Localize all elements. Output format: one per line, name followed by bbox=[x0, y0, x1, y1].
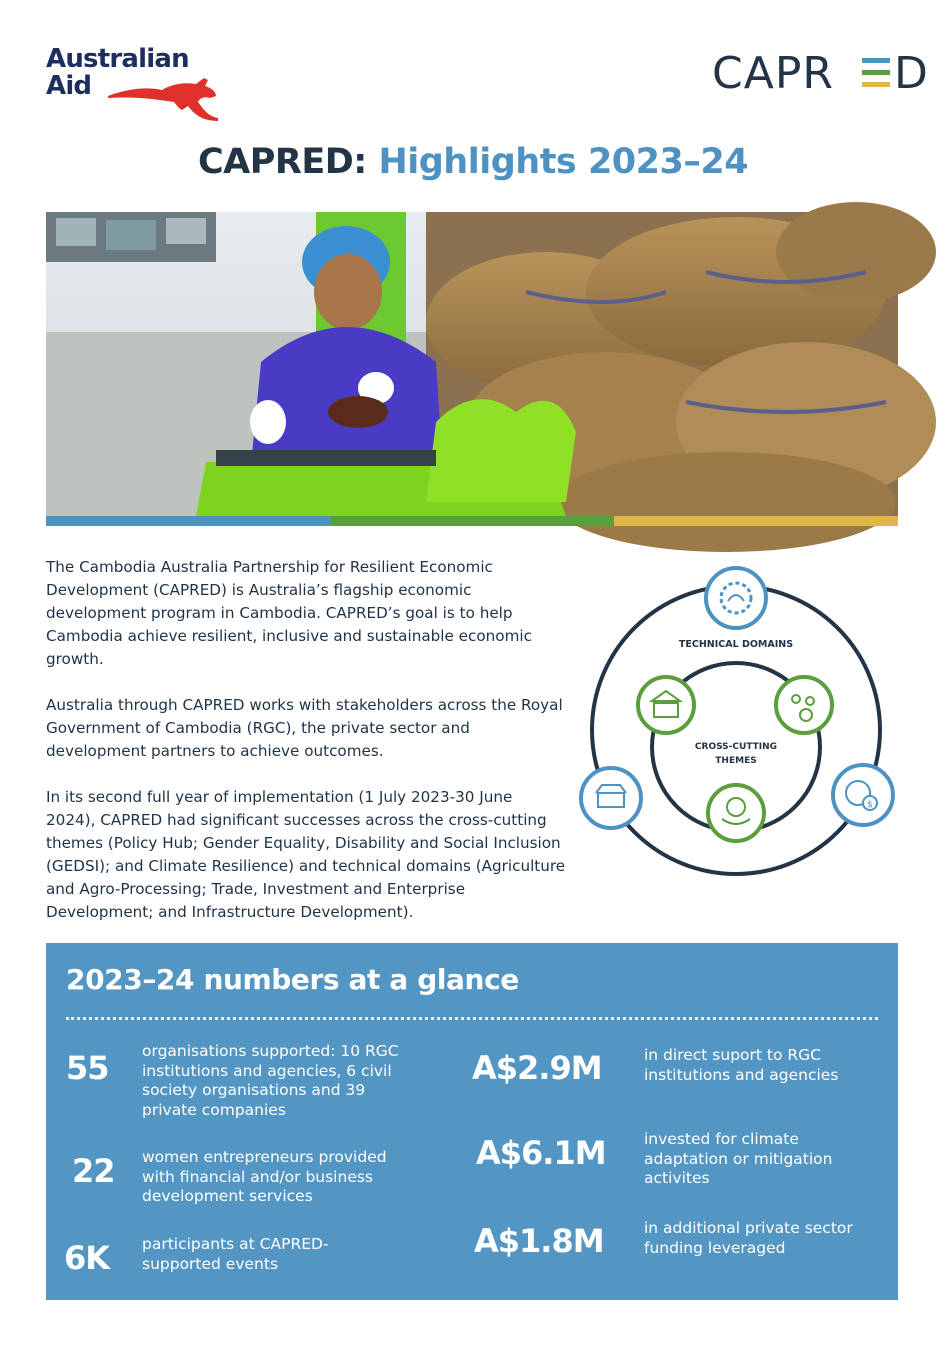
dotted-divider bbox=[66, 1017, 878, 1020]
stat-line: in additional private sector bbox=[644, 1219, 853, 1237]
svg-text:$: $ bbox=[867, 800, 873, 810]
inner-label-2: THEMES bbox=[715, 756, 757, 766]
stat-line: institutions and agencies bbox=[644, 1065, 839, 1084]
solar-market-icon bbox=[581, 768, 641, 828]
stat-line: organisations supported: 10 RGC bbox=[142, 1042, 399, 1060]
page-title bbox=[0, 142, 946, 182]
stripe-green bbox=[330, 516, 614, 526]
svg-text:D: D bbox=[894, 48, 930, 99]
stat-value: A$2.9M bbox=[472, 1049, 602, 1087]
domains-themes-diagram bbox=[578, 565, 898, 885]
stat-line: private companies bbox=[142, 1100, 286, 1119]
svg-text:CAPR: CAPR bbox=[712, 48, 835, 99]
australian-aid-logo bbox=[46, 46, 236, 126]
government-building-icon bbox=[638, 677, 694, 733]
intro-paragraph-3: In its second full year of implementation (1 July 2023-30 June 2024), CAPRED had significant successes across the cross-cutting themes (Policy Hub; Gender Equality, Disability and Social Inclusion (GEDSI); and Climate Resilience) and technical domains (Agriculture and Agro-Processing; Trade, Investment and Enterprise Development; and Infrastructure Development). bbox=[46, 788, 566, 921]
stat-line: women entrepreneurs provided bbox=[142, 1148, 387, 1166]
stat-line: in direct suport to RGC bbox=[644, 1046, 821, 1064]
stat-value: 22 bbox=[72, 1152, 115, 1190]
hero-photo bbox=[46, 212, 898, 516]
outer-label: TECHNICAL DOMAINS bbox=[678, 639, 794, 650]
stat-line: funding leveraged bbox=[644, 1238, 786, 1257]
stat-line: institutions and agencies, 6 civil bbox=[142, 1061, 392, 1080]
stat-line: activites bbox=[644, 1169, 710, 1187]
stat-line: adaptation or mitigation bbox=[644, 1149, 833, 1168]
stat-line: participants at CAPRED- bbox=[142, 1235, 329, 1253]
intro-paragraph-1: The Cambodia Australia Partnership for Resilient Economic Development (CAPRED) is Australia’s flagship economic development program in Cambodia. CAPRED’s goal is to help Cambodia achieve resilient, inclusive and sustainable economic growth. bbox=[46, 558, 532, 668]
kangaroo-icon bbox=[104, 76, 222, 122]
stat-description bbox=[142, 1235, 329, 1274]
stat-line: development services bbox=[142, 1187, 313, 1205]
capred-wordmark bbox=[712, 48, 930, 99]
stat-description bbox=[142, 1042, 399, 1120]
stripe-blue bbox=[46, 516, 330, 526]
stat-description bbox=[644, 1219, 853, 1258]
intro-text bbox=[46, 556, 566, 947]
logo-line-1: Australian bbox=[46, 44, 189, 74]
stat-line: with financial and/or business bbox=[142, 1167, 374, 1186]
stat-description bbox=[644, 1046, 838, 1085]
stat-value: 55 bbox=[66, 1049, 109, 1087]
color-stripes bbox=[46, 516, 898, 526]
intro-paragraph-2: Australia through CAPRED works with stakeholders across the Royal Government of Cambodia (RGC), the private sector and development partners to achieve outcomes. bbox=[46, 696, 563, 760]
gear-leaf-icon bbox=[706, 568, 766, 628]
stat-value: A$6.1M bbox=[476, 1134, 606, 1172]
stat-value: 6K bbox=[64, 1239, 110, 1277]
inner-label-1: CROSS-CUTTING bbox=[694, 742, 778, 752]
stat-description bbox=[142, 1148, 387, 1207]
people-inclusion-icon bbox=[776, 677, 832, 733]
stat-value: A$1.8M bbox=[474, 1222, 604, 1260]
capred-logo bbox=[712, 44, 930, 99]
numbers-at-a-glance-panel bbox=[46, 943, 898, 1300]
glance-heading: 2023–24 numbers at a glance bbox=[66, 963, 519, 996]
stripe-gold bbox=[614, 516, 898, 526]
stat-line: invested for climate bbox=[644, 1130, 799, 1148]
globe-hands-icon bbox=[708, 785, 764, 841]
stat-description bbox=[644, 1130, 832, 1189]
stat-line: society organisations and 39 bbox=[142, 1081, 366, 1099]
logo-line-2: Aid bbox=[46, 71, 92, 101]
title-part-1: CAPRED: bbox=[197, 142, 367, 182]
globe-dollar-icon bbox=[833, 765, 893, 825]
stat-line: supported events bbox=[142, 1254, 279, 1273]
woman-processing-cashews-image bbox=[46, 212, 898, 516]
title-part-2: Highlights 2023–24 bbox=[378, 142, 749, 182]
